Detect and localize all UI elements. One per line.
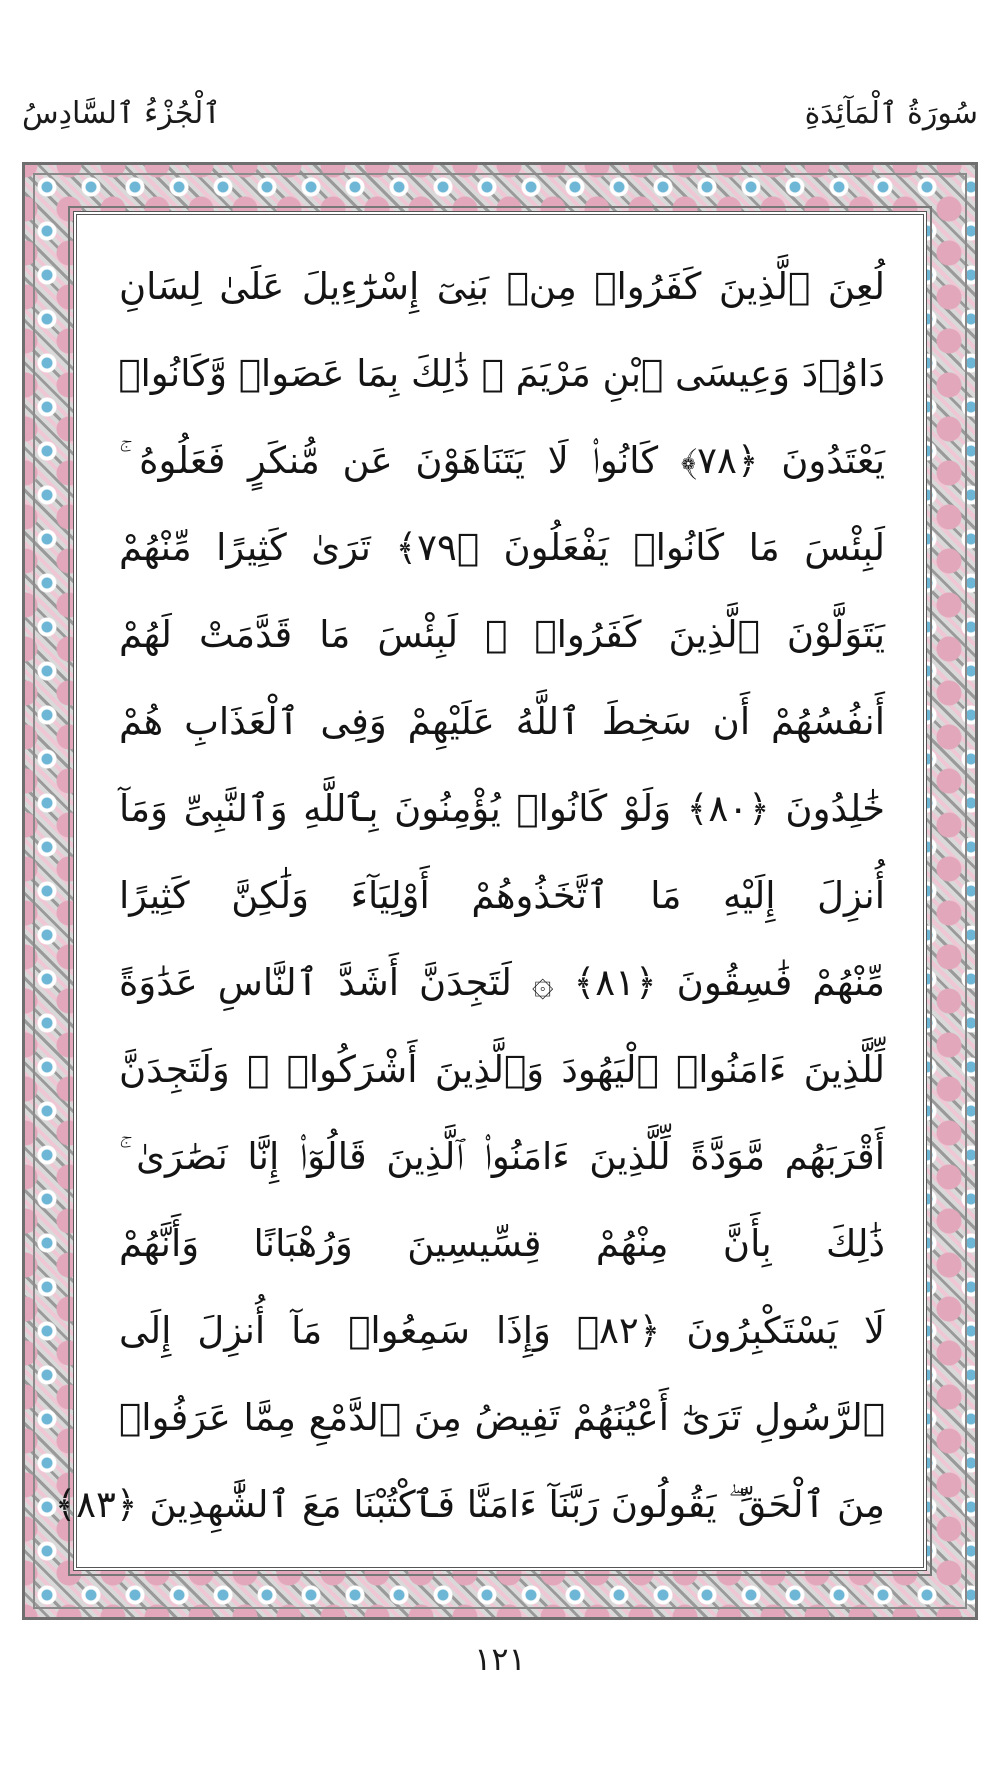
verse-line-7: خَٰلِدُونَ ﴿٨٠﴾ وَلَوْ كَانُوا۟ يُؤْمِنُونَ بِٱللَّهِ وَٱلنَّبِىِّ وَمَآ	[119, 787, 885, 830]
verse-line-6: أَنفُسُهُمْ أَن سَخِطَ ٱللَّهُ عَلَيْهِمْ وَفِى ٱلْعَذَابِ هُمْ	[119, 700, 885, 743]
verse-line-10: لِّلَّذِينَ ءَامَنُوا۟ ٱلْيَهُودَ وَٱلَّذِينَ أَشْرَكُوا۟ ۖ وَلَتَجِدَنَّ	[119, 1048, 885, 1091]
verse-line-11: أَقْرَبَهُم مَّوَدَّةً لِّلَّذِينَ ءَامَنُوا۟ ٱلَّذِينَ قَالُوٓا۟ إِنَّا نَصَٰرَىٰ ۚ	[119, 1135, 885, 1178]
page-header	[0, 96, 1000, 140]
verse-line-15: مِنَ ٱلْحَقِّ ۖ يَقُولُونَ رَبَّنَآ ءَامَنَّا فَٱكْتُبْنَا مَعَ ٱلشَّٰهِدِينَ ﴿٨٣﴾	[54, 1483, 885, 1526]
verse-line-8: أُنزِلَ إِلَيْهِ مَا ٱتَّخَذُوهُمْ أَوْلِيَآءَ وَلَٰكِنَّ كَثِيرًا	[119, 874, 885, 917]
verse-line-3: يَعْتَدُونَ ﴿٧٨﴾ كَانُوا۟ لَا يَتَنَاهَوْنَ عَن مُّنكَرٍ فَعَلُوهُ ۚ	[119, 439, 885, 482]
text-panel	[54, 211, 927, 1571]
verse-line-9: مِّنْهُمْ فَٰسِقُونَ ﴿٨١﴾ ۞ لَتَجِدَنَّ أَشَدَّ ٱلنَّاسِ عَدَٰوَةً	[119, 961, 886, 1004]
verse-line-14: ٱلرَّسُولِ تَرَىٰٓ أَعْيُنَهُمْ تَفِيضُ مِنَ ٱلدَّمْعِ مِمَّا عَرَفُوا۟	[119, 1396, 885, 1439]
juz-title: ٱلْجُزْءُ ٱلسَّادِسُ	[22, 96, 221, 131]
surah-title: سُورَةُ ٱلْمَآئِدَةِ	[804, 96, 978, 131]
verse-line-1: لُعِنَ ٱلَّذِينَ كَفَرُوا۟ مِنۢ بَنِىٓ إِسْرَٰٓءِيلَ عَلَىٰ لِسَانِ	[119, 265, 885, 308]
verse-line-13: لَا يَسْتَكْبِرُونَ ﴿٨٢﴾ وَإِذَا سَمِعُوا۟ مَآ أُنزِلَ إِلَى	[119, 1309, 885, 1352]
verse-line-5: يَتَوَلَّوْنَ ٱلَّذِينَ كَفَرُوا۟ ۚ لَبِئْسَ مَا قَدَّمَتْ لَهُمْ	[119, 613, 885, 656]
page-number: ١٢١	[474, 1640, 526, 1678]
verse-line-2: دَاوُۥدَ وَعِيسَى ٱبْنِ مَرْيَمَ ۚ ذَٰلِكَ بِمَا عَصَوا۟ وَّكَانُوا۟	[118, 352, 885, 395]
verse-line-12: ذَٰلِكَ بِأَنَّ مِنْهُمْ قِسِّيسِينَ وَرُهْبَانًا وَأَنَّهُمْ	[119, 1222, 885, 1265]
verse-line-4: لَبِئْسَ مَا كَانُوا۟ يَفْعَلُونَ ﴿٧٩﴾ تَرَىٰ كَثِيرًا مِّنْهُمْ	[119, 526, 885, 569]
ornamental-border	[22, 162, 978, 1620]
